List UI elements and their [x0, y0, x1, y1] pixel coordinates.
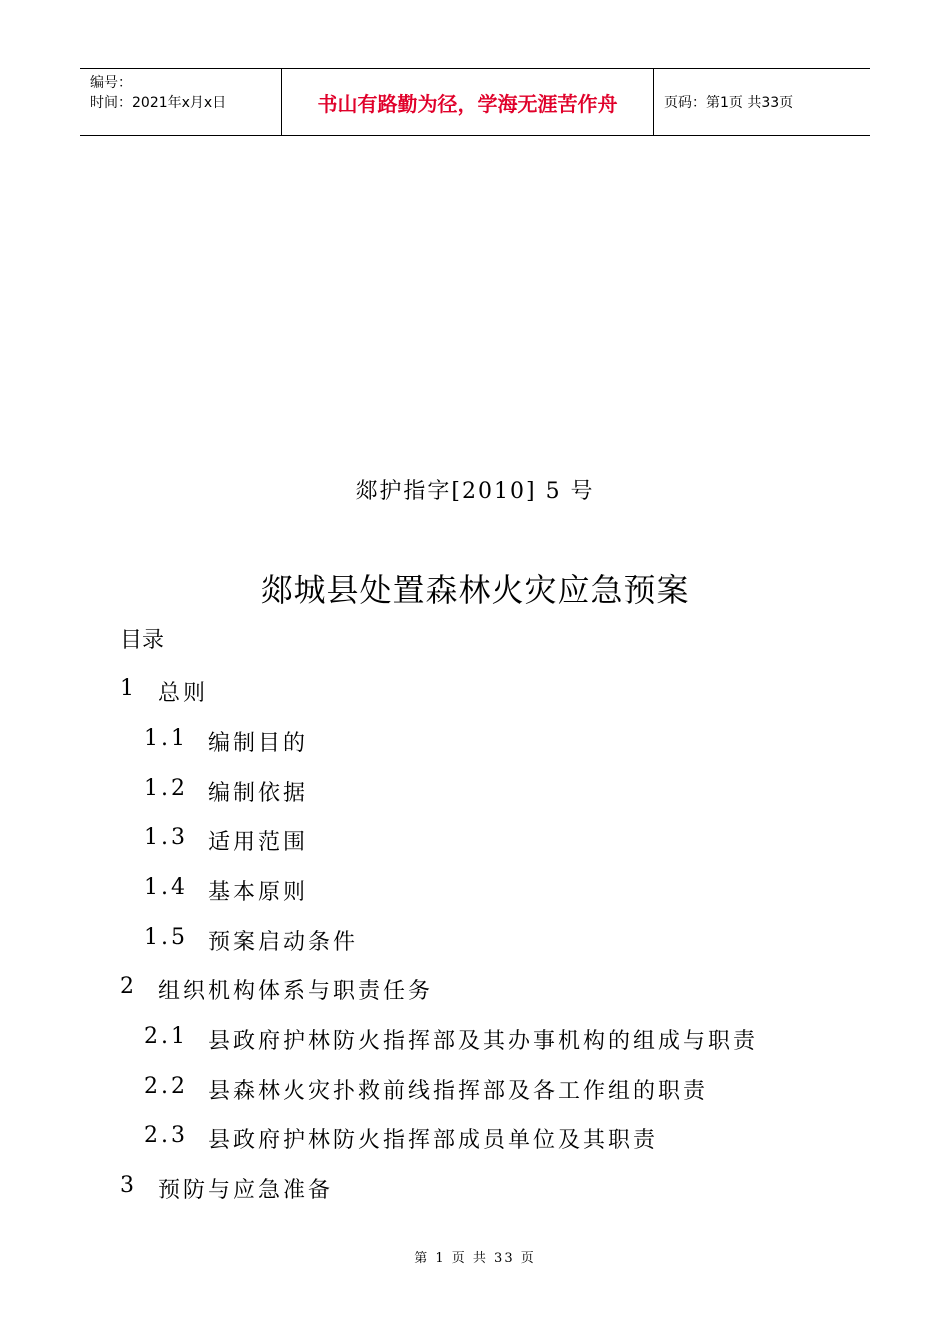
toc-item-number: 1.2 — [144, 776, 188, 801]
toc-item-text: 总则 — [158, 681, 209, 706]
header-page-info: 页码：第1页 共33页 — [664, 95, 794, 111]
toc-item — [144, 875, 308, 906]
toc-item-number: 1.5 — [144, 925, 188, 950]
toc-item — [120, 974, 433, 1005]
toc-item-number: 3 — [120, 1173, 137, 1198]
toc-item-number: 1.3 — [144, 825, 188, 850]
toc-item-number: 2.1 — [144, 1024, 188, 1049]
toc-item — [144, 1074, 708, 1105]
document-number: 郯护指字[2010] 5 号 — [355, 479, 595, 504]
toc-item — [144, 1024, 758, 1055]
toc-heading: 目录 — [120, 628, 165, 653]
toc-item-text: 组织机构体系与职责任务 — [158, 979, 434, 1004]
toc-item-text: 编制依据 — [208, 781, 309, 806]
toc-item — [144, 925, 358, 956]
toc-item-text: 县政府护林防火指挥部成员单位及其职责 — [208, 1128, 659, 1153]
header-motto: 书山有路勤为径，学海无涯苦作舟 — [282, 69, 654, 135]
toc-item-number: 2.2 — [144, 1074, 188, 1099]
toc-item-number: 2 — [120, 974, 137, 999]
time-label: 时间：2021年x月x日 — [90, 95, 227, 111]
toc-item-text: 预案启动条件 — [208, 930, 359, 955]
toc-item-number: 1.1 — [144, 726, 188, 751]
toc-item-text: 编制目的 — [208, 731, 309, 756]
toc-item — [144, 1123, 658, 1154]
toc-item-text: 县政府护林防火指挥部及其办事机构的组成与职责 — [208, 1029, 759, 1054]
toc-item-number: 1 — [120, 676, 137, 701]
toc-item — [144, 825, 308, 856]
number-label: 编号： — [90, 75, 132, 91]
toc-item-number: 1.4 — [144, 875, 188, 900]
toc-item-text: 适用范围 — [208, 830, 309, 855]
toc-item-text: 县森林火灾扑救前线指挥部及各工作组的职责 — [208, 1079, 709, 1104]
toc-item — [120, 676, 208, 707]
page-footer: 第 1 页 共 33 页 — [414, 1251, 536, 1266]
header-table — [80, 68, 870, 136]
toc-item — [144, 776, 308, 807]
header-info-cell — [80, 69, 282, 135]
document-title: 郯城县处置森林火灾应急预案 — [260, 571, 690, 609]
toc-item-number: 2.3 — [144, 1123, 188, 1148]
toc-item — [120, 1173, 333, 1204]
toc-item-text: 基本原则 — [208, 880, 309, 905]
toc-item — [144, 726, 308, 757]
toc-item-text: 预防与应急准备 — [158, 1178, 334, 1203]
